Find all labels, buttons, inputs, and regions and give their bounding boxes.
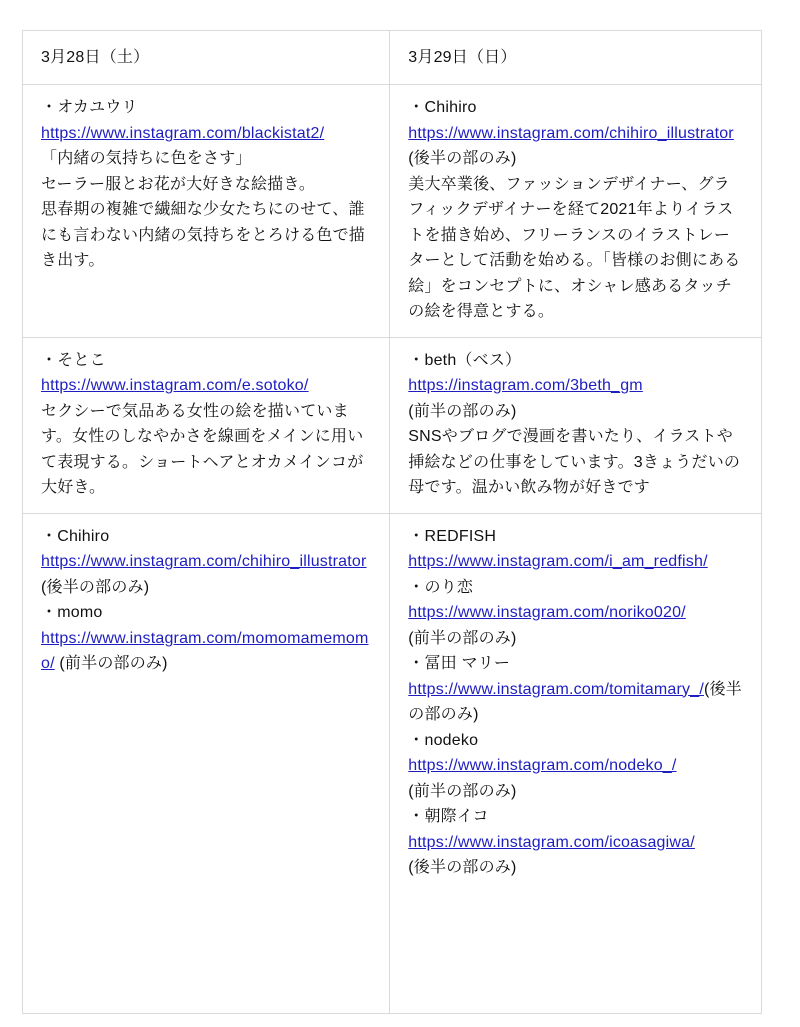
schedule-table <box>22 30 762 1014</box>
table-body <box>23 85 762 1014</box>
text-segment: (前半の部のみ) <box>54 655 168 672</box>
instagram-link[interactable]: https://www.instagram.com/momomamemomo/ <box>41 629 369 672</box>
text-segment: (前半の部のみ) <box>408 402 517 420</box>
table-header <box>23 31 762 85</box>
instagram-link[interactable]: https://instagram.com/3beth_gm <box>408 377 643 394</box>
instagram-link[interactable]: https://www.instagram.com/nodeko_/ <box>408 757 677 774</box>
cell-row2-left <box>23 337 390 513</box>
text-segment: ・Chihiro <box>41 527 110 545</box>
instagram-link[interactable]: https://www.instagram.com/chihiro_illustrator <box>41 553 367 570</box>
text-segment: (後半の部のみ) <box>41 578 150 596</box>
cell-row2-right <box>390 337 762 513</box>
instagram-link[interactable]: https://www.instagram.com/noriko020/ <box>408 604 686 621</box>
text-segment: ・Chihiro <box>408 99 477 116</box>
table-row <box>23 337 762 513</box>
text-segment: セーラー服とお花が大好きな絵描き。 <box>41 175 316 193</box>
document-page <box>22 30 762 1014</box>
instagram-link[interactable]: https://www.instagram.com/e.sotoko/ <box>41 377 309 394</box>
text-segment: ・のり恋 <box>408 578 474 596</box>
cell-row3-right <box>390 513 762 1013</box>
header-row <box>23 31 762 85</box>
cell-row1-right <box>390 85 762 338</box>
text-segment: 「内緒の気持ちに色をさす」 <box>41 150 252 167</box>
text-segment: ・そとこ <box>41 351 106 369</box>
text-segment: (後半の部のみ) <box>408 680 742 723</box>
table-row <box>23 85 762 338</box>
column-header-sunday: 3月29日（日） <box>390 31 762 85</box>
text-segment: SNSやブログで漫画を書いたり、イラストや挿絵などの仕事をしています。3きょうだいの母です。温かい飲み物が好きです <box>408 428 741 496</box>
instagram-link[interactable]: https://www.instagram.com/icoasagiwa/ <box>408 833 695 851</box>
text-segment: ・nodeko <box>408 731 479 749</box>
text-segment: 美大卒業後、ファッションデザイナー、グラフィックデザイナーを経て2021年よりイラストを描き始め、フリーランスのイラストレーターとして活動を始める。「皆様のお側にある絵」をコンセプトに、オシャレ感あるタッチの絵を得意とする。 <box>408 175 741 320</box>
text-segment: (前半の部のみ) <box>408 629 517 647</box>
table-row <box>23 513 762 1013</box>
text-segment: ・朝際イコ <box>408 808 489 825</box>
text-segment: ・REDFISH <box>408 527 497 545</box>
text-segment: (後半の部のみ) <box>408 124 751 167</box>
text-segment: ・momo <box>41 604 103 621</box>
text-segment: ・冨田 マリー <box>408 655 511 672</box>
cell-row3-left <box>23 513 390 1013</box>
text-segment: ・beth（ベス） <box>408 351 522 369</box>
text-segment: ・オカユウリ <box>41 99 138 116</box>
instagram-link[interactable]: https://www.instagram.com/tomitamary_/ <box>408 680 704 698</box>
instagram-link[interactable]: https://www.instagram.com/i_am_redfish/ <box>408 553 708 570</box>
cell-row1-left <box>23 85 390 338</box>
text-segment: 思春期の複雑で繊細な少女たちにのせて、誰にも言わない内緒の気持ちをとろける色で描き出す。 <box>41 201 366 269</box>
text-segment: セクシーで気品ある女性の絵を描いています。女性のしなやかさを線画をメインに用いて表現する。ショートヘアとオカメインコが大好き。 <box>41 402 364 496</box>
text-segment: (前半の部のみ) <box>408 782 517 800</box>
instagram-link[interactable]: https://www.instagram.com/blackistat2/ <box>41 124 325 142</box>
column-header-saturday: 3月28日（土） <box>23 31 390 85</box>
text-segment: (後半の部のみ) <box>408 859 517 876</box>
instagram-link[interactable]: https://www.instagram.com/chihiro_illustrator <box>408 124 734 142</box>
